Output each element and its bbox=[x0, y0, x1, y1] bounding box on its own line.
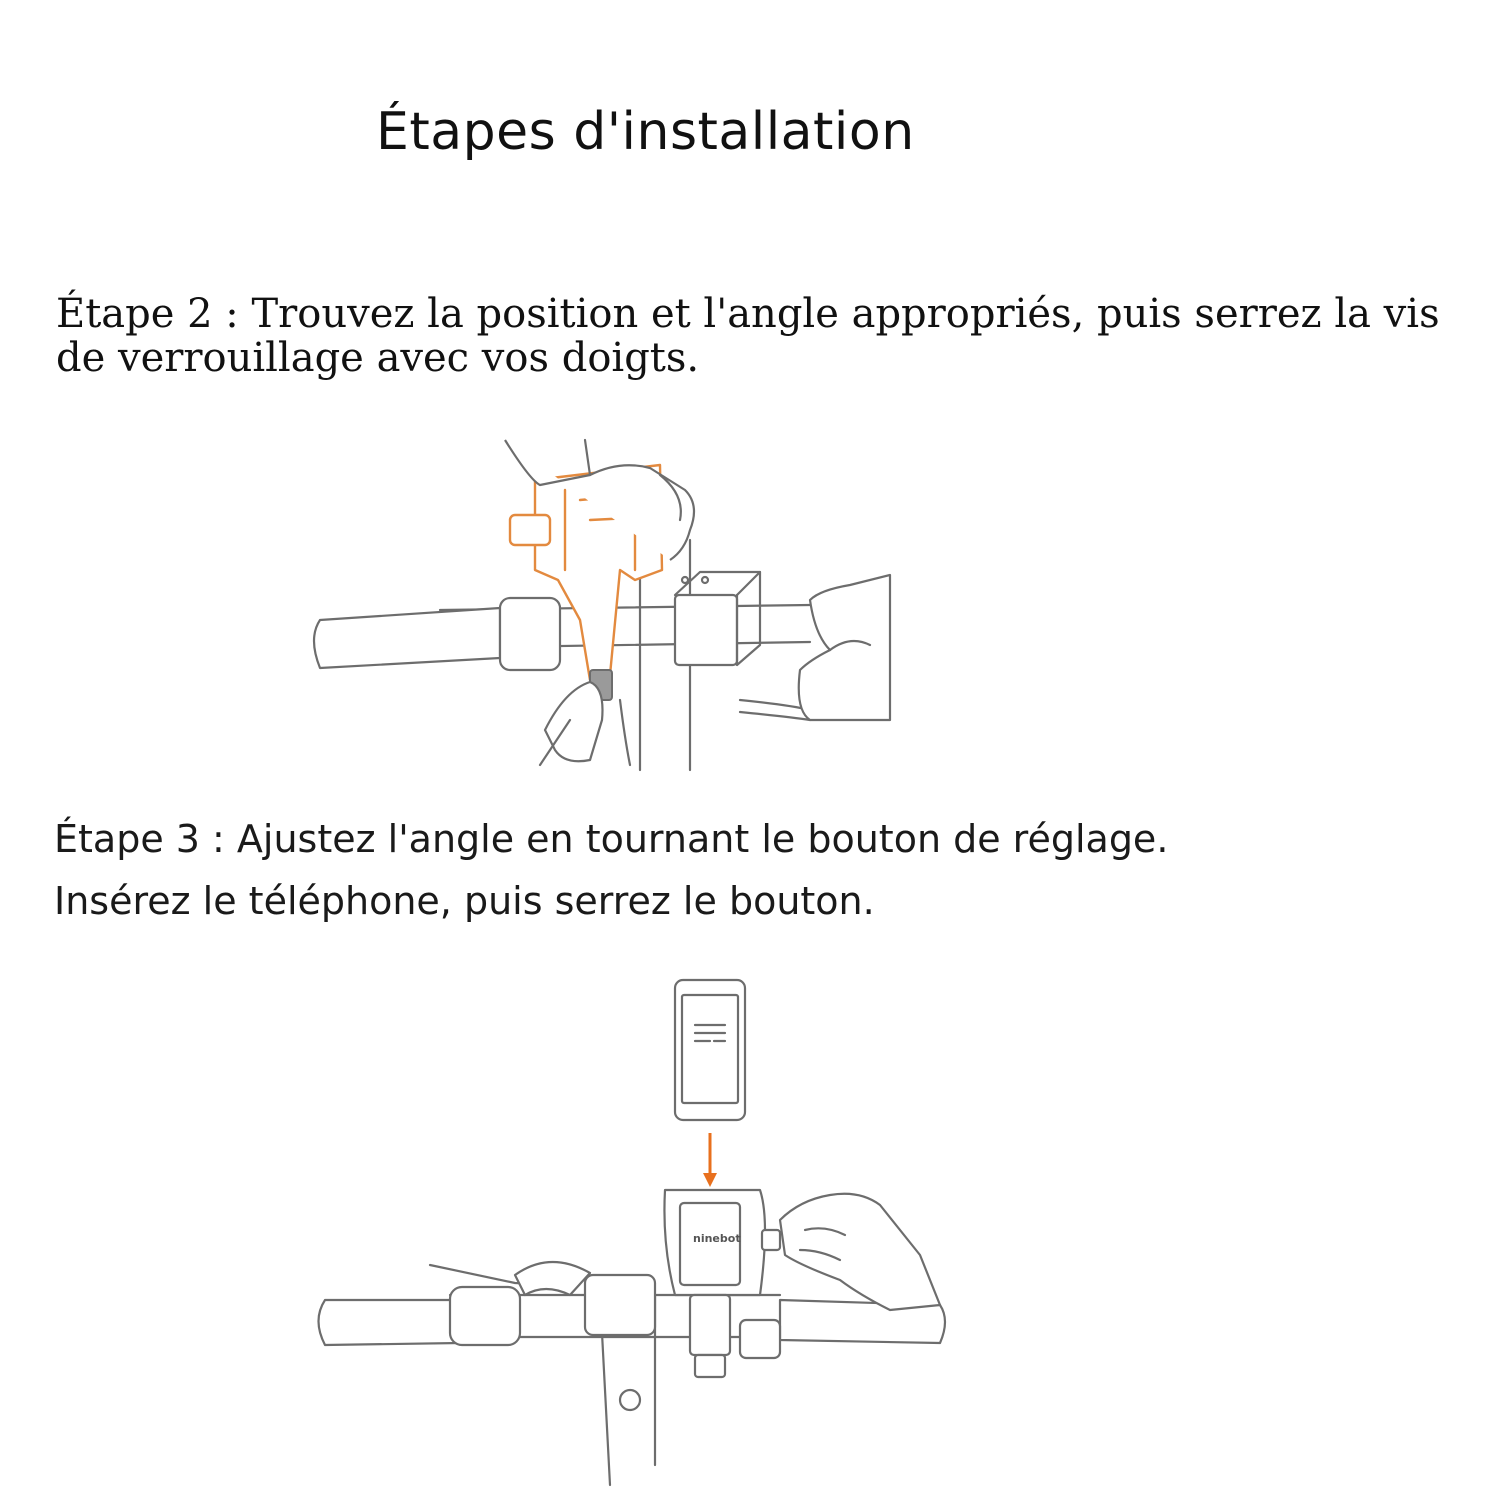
phone-icon bbox=[675, 980, 745, 1120]
step-3-instruction bbox=[54, 808, 1454, 932]
knob-icon bbox=[762, 1230, 780, 1250]
brand-label: ninebot bbox=[693, 1232, 741, 1245]
step-3-line-2: Insérez le téléphone, puis serrez le bouton. bbox=[54, 879, 875, 923]
step-3-line-1: Étape 3 : Ajustez l'angle en tournant le bouton de réglage. bbox=[54, 817, 1169, 861]
step-2-illustration bbox=[290, 420, 910, 780]
page-title: Étapes d'installation bbox=[376, 102, 915, 162]
step-2-instruction: Étape 2 : Trouvez la position et l'angle appropriés, puis serrez la vis de verrouillage avec vos doigts. bbox=[56, 291, 1440, 381]
step-3-illustration bbox=[300, 965, 960, 1495]
phone-insertion-drawing bbox=[300, 965, 960, 1495]
handlebar-mount-drawing bbox=[290, 420, 910, 780]
